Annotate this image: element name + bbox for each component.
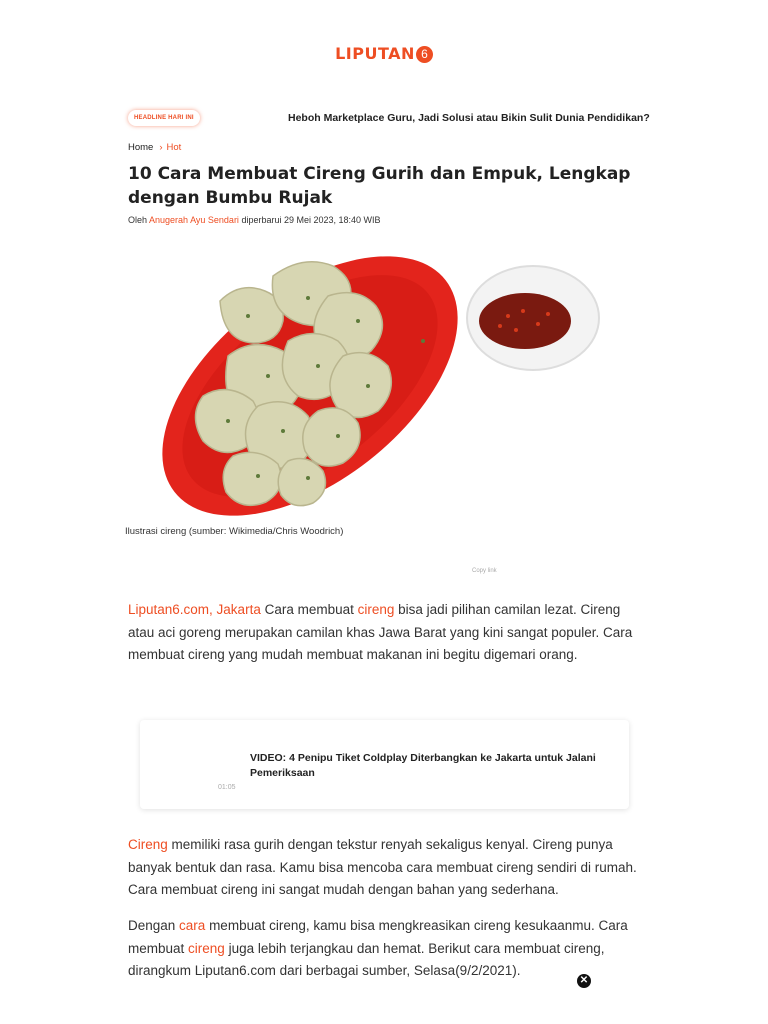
copy-link-button[interactable]: Copy link (472, 568, 497, 574)
breadcrumb (128, 142, 181, 153)
paragraph-text: juga lebih terjangkau dan hemat. Berikut cara membuat cireng, dirangkum Liputan6.com dari berbagai sumber, Selasa(9/2/2021). (128, 940, 605, 978)
breadcrumb-home[interactable]: Home (128, 142, 154, 153)
video-duration: 01:05 (218, 784, 236, 791)
chevron-right-icon: › (159, 142, 163, 153)
close-icon[interactable]: ✕ (577, 974, 591, 988)
page-title: 10 Cara Membuat Cireng Gurih dan Empuk, Lengkap dengan Bumbu Rujak (128, 164, 631, 208)
logo-wordmark: LIPUTAN (335, 44, 415, 63)
byline-date: diperbarui 29 Mei 2023, 18:40 WIB (241, 215, 381, 225)
paragraph-text: memiliki rasa gurih dengan tekstur renyah sekaligus kenyal. Cireng punya banyak bentuk dan rasa. Kamu bisa mencoba cara membuat cireng sendiri di rumah. Cara membuat cireng ini sangat mudah dengan bahan yang sederhana. (128, 837, 637, 897)
dateline-link[interactable]: Liputan6.com, Jakarta (128, 602, 261, 617)
paragraph-text: bisa jadi pilihan camilan lezat. Cireng atau aci goreng merupakan camilan khas Jawa Barat yang kini sangat populer. Cara membuat cireng yang mudah membuat makanan ini begitu digemari orang. (128, 602, 633, 662)
article-paragraph-3 (128, 915, 638, 983)
article-paragraph-1 (128, 599, 638, 667)
tag-link-cara[interactable]: cara (179, 918, 206, 933)
bowl-sauce-shape (479, 293, 571, 349)
headline-bar (126, 108, 656, 130)
image-caption: Ilustrasi cireng (sumber: Wikimedia/Chris Woodrich) (125, 526, 344, 537)
article-paragraph-2 (128, 834, 638, 902)
logo-badge-icon: 6 (416, 46, 433, 63)
tag-link-cireng[interactable]: cireng (188, 940, 225, 956)
breadcrumb-category[interactable]: Hot (166, 142, 182, 153)
paragraph-text: membuat cireng, kamu bisa mengkreasikan cireng kesukaanmu. Cara membuat (128, 918, 628, 956)
paragraph-text: Cara membuat (260, 602, 358, 617)
byline-prefix: Oleh (128, 215, 148, 225)
video-card[interactable] (140, 720, 629, 809)
headline-pill-badge: HEADLINE HARI INI (128, 110, 200, 126)
hero-image (128, 246, 640, 526)
site-logo[interactable] (0, 44, 768, 64)
tag-link-cireng[interactable]: Cireng (128, 837, 168, 852)
article-byline (128, 215, 381, 225)
headline-link[interactable]: Heboh Marketplace Guru, Jadi Solusi atau Bikin Sulit Dunia Pendidikan? (288, 112, 650, 124)
tag-link-cireng[interactable]: cireng (357, 602, 395, 617)
video-title-link[interactable]: VIDEO: 4 Penipu Tiket Coldplay Diterbangkan ke Jakarta untuk Jalani Pemeriksaan (250, 752, 596, 779)
paragraph-text: Dengan (128, 918, 180, 933)
author-link[interactable]: Anugerah Ayu Sendari (149, 215, 239, 225)
